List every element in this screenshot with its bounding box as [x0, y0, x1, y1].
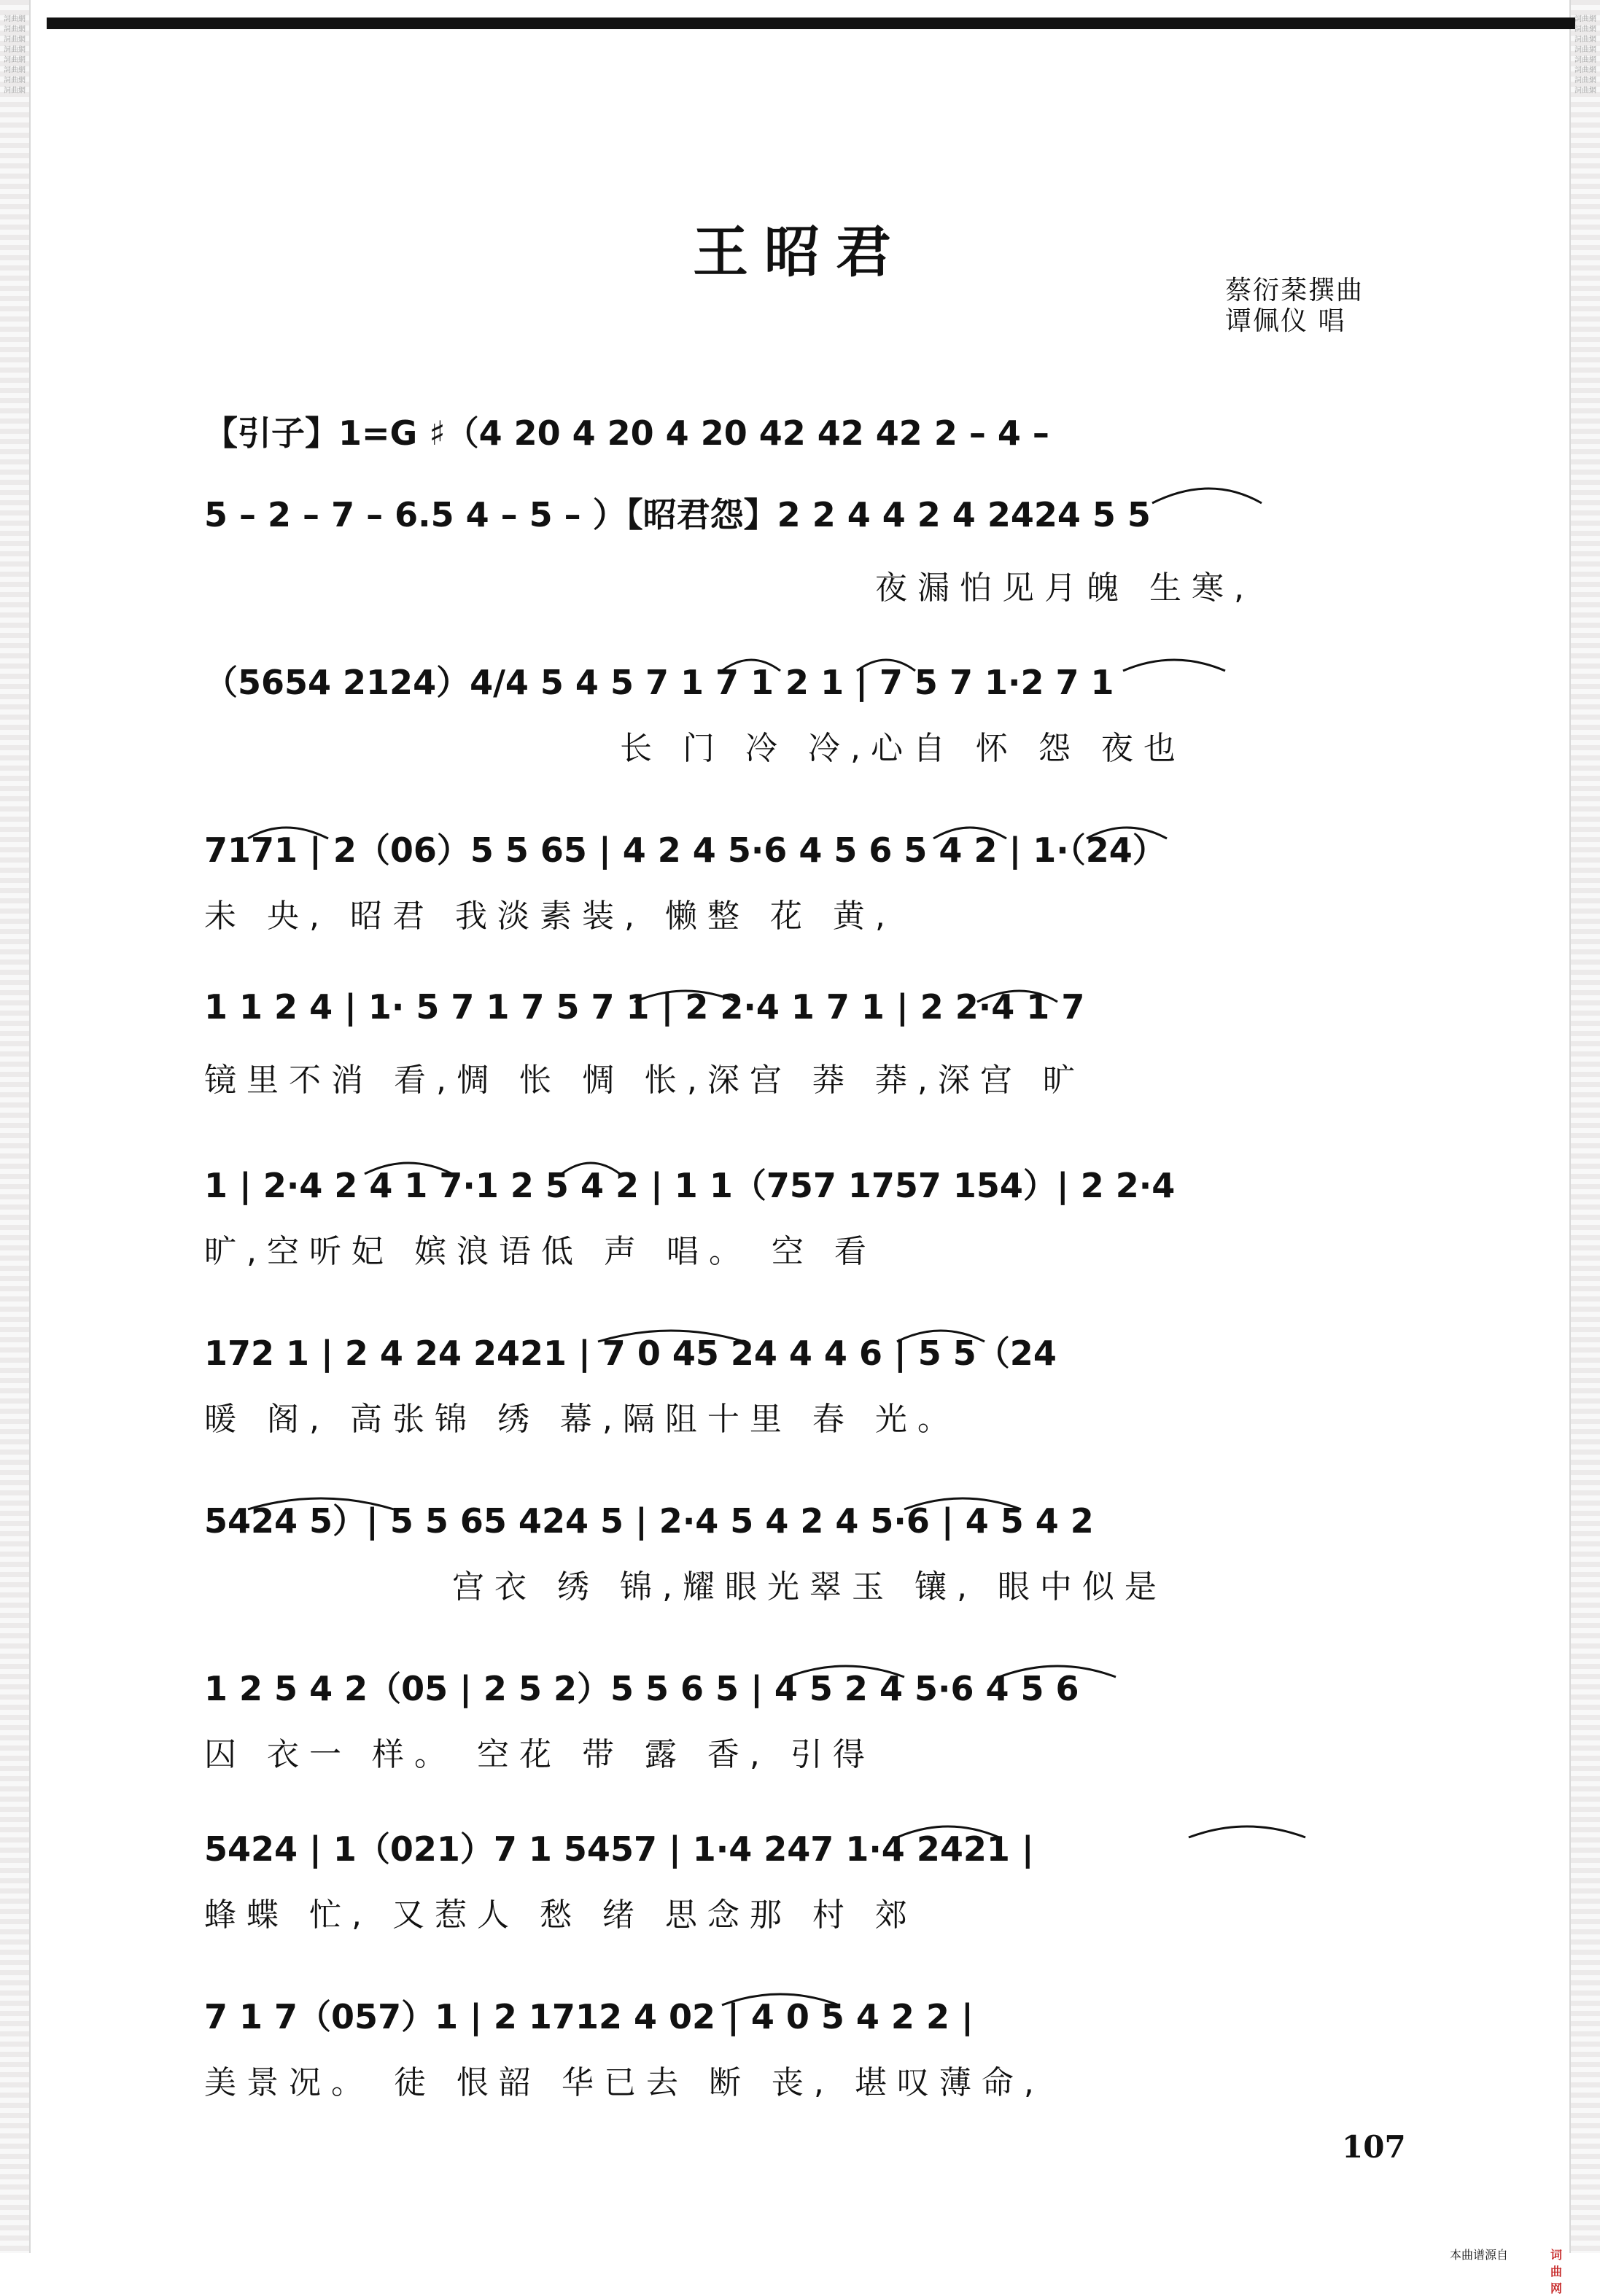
score-page: [29, 29, 1571, 2295]
notation-line-9: 1 2 5 4 2（05 | 2 5 2）5 5 6 5 | 4 5 2 4 5·6 4 5 6: [204, 1669, 1079, 1708]
notation-line-4: 7171 | 2（06）5 5 65 | 4 2 4 5·6 4 5 6 5 4 2 | 1·（24）: [204, 830, 1166, 870]
song-title: 王昭君: [693, 219, 907, 284]
notation-line-8: 5424 5）| 5 5 65 424 5 | 2·4 5 4 2 4 5·6 | 4 5 4 2: [204, 1501, 1094, 1541]
notation-line-2: 5 – 2 – 7 – 6.5 4 – 5 – ）【昭君怨】2 2 4 4 2 4 2424 5 5: [204, 495, 1151, 534]
lyrics-line-8: 宫衣 绣 锦,耀眼光翠玉 镶, 眼中似是: [452, 1568, 1167, 1604]
notation-line-6: 1 | 2·4 2 4 1 7·1 2 5 4 2 | 1 1（757 1757 154）| 2 2·4: [204, 1166, 1176, 1205]
right-border: [1569, 0, 1600, 2253]
notation-line-11: 7 1 7（057）1 | 2 1712 4 02 | 4 0 5 4 2 2 |: [204, 1997, 974, 2036]
lyrics-line-7: 暖 阁, 高张锦 绣 幕,隔阻十里 春 光。: [204, 1401, 960, 1436]
lyrics-line-3: 长 门 冷 冷,心自 怀 怨 夜也: [620, 730, 1186, 766]
notation-line-3: （5654 2124）4/4 5 4 5 7 1 7 1 2 1 | 7 5 7 1·2 7 1: [204, 663, 1114, 702]
source-note: 本曲谱源自: [1450, 2248, 1509, 2262]
top-rule: [47, 17, 1575, 29]
singer-credit: 谭佩仪 唱: [1225, 306, 1346, 336]
notation-line-5: 1 1 2 4 | 1· 5 7 1 7 5 7 1 | 2 2·4 1 7 1 | 2 2·4 1 7: [204, 987, 1085, 1027]
right-watermark: 詞曲網 詞曲網 詞曲網 詞曲網 詞曲網 詞曲網 詞曲網 詞曲網: [1574, 15, 1596, 95]
lyrics-line-9: 囚 衣一 样。 空花 带 露 香, 引得: [204, 1736, 875, 1772]
notation-line-1: 【引子】1=G ♯（4 20 4 20 4 20 42 42 42 2 – 4 –: [204, 413, 1049, 453]
lyrics-line-6: 旷,空听妃 嫔浪语低 声 唱。 空 看: [204, 1233, 877, 1269]
lyrics-line-5: 镜里不消 看,惆 怅 惆 怅,深宫 莽 莽,深宫 旷: [204, 1062, 1085, 1097]
composer-credit: 蔡衍棻撰曲: [1225, 276, 1364, 306]
lyrics-line-2: 夜漏怕见月魄 生寒,: [875, 569, 1254, 605]
lyrics-line-4: 未 央, 昭君 我淡素装, 懒整 花 黄,: [204, 898, 896, 933]
lyrics-line-11: 美景况。 徒 恨韶 华已去 断 丧, 堪叹薄命,: [204, 2064, 1044, 2100]
notation-line-10: 5424 | 1（021）7 1 5457 | 1·4 247 1·4 2421 |: [204, 1829, 1034, 1869]
site-logo: 词曲网: [1550, 2248, 1563, 2295]
left-border: [0, 0, 31, 2253]
notation-line-7: 172 1 | 2 4 24 2421 | 7 0 45 24 4 4 6 | 5 5（24: [204, 1334, 1057, 1373]
page-number: 107: [1342, 2129, 1406, 2165]
left-watermark: 詞曲網 詞曲網 詞曲網 詞曲網 詞曲網 詞曲網 詞曲網 詞曲網: [4, 15, 26, 95]
lyrics-line-10: 蜂蝶 忙, 又惹人 愁 绪 思念那 村 郊: [204, 1896, 917, 1932]
